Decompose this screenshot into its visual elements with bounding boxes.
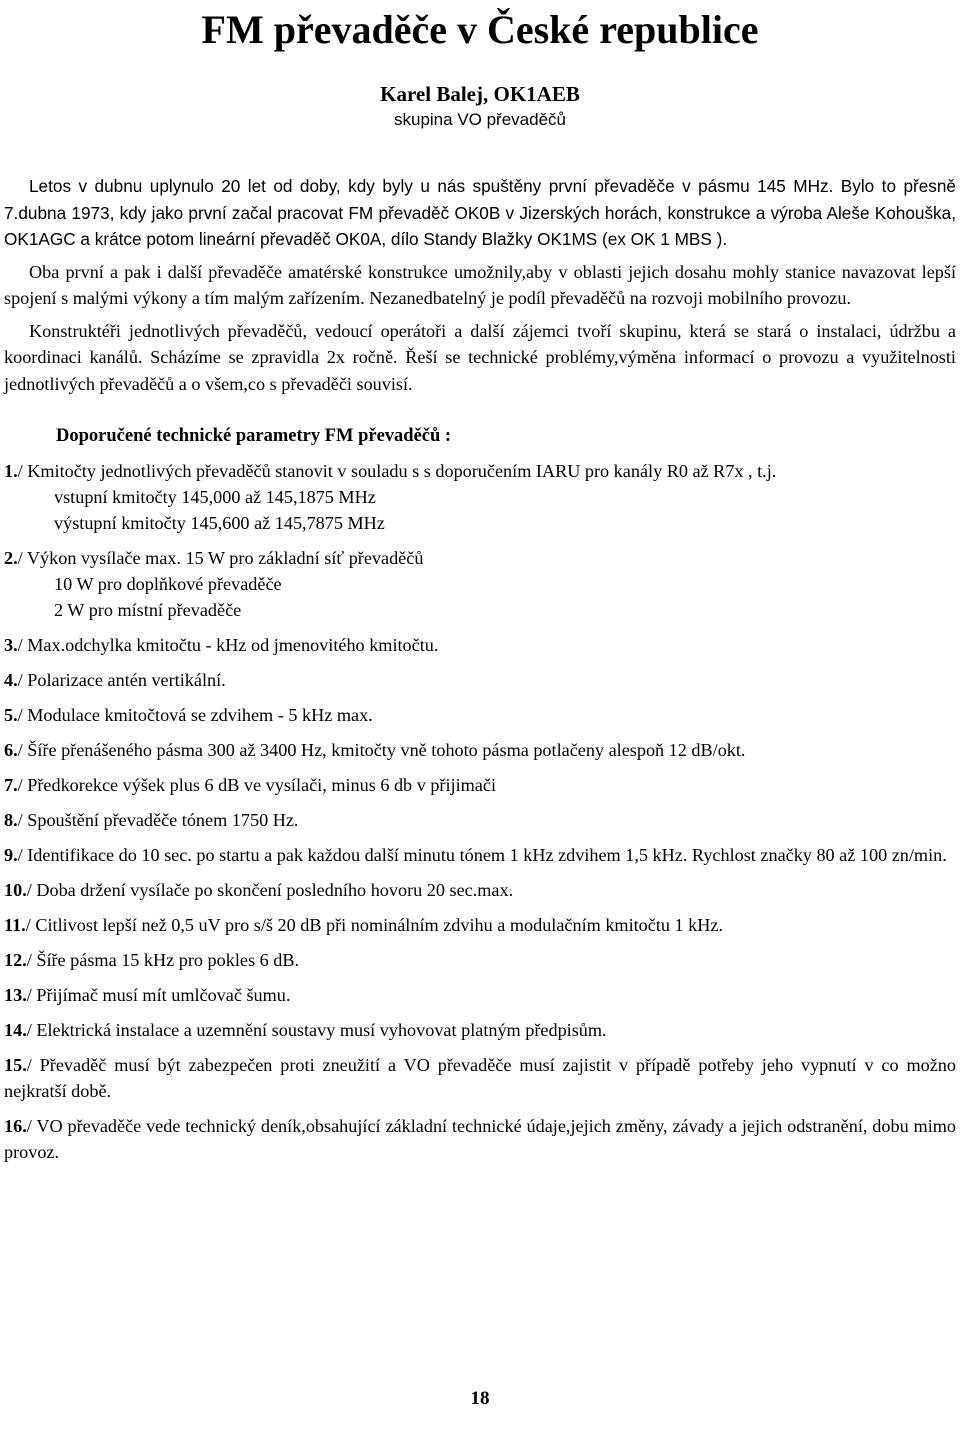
parameter-text: / Max.odchylka kmitočtu - kHz od jmenovitého kmitočtu.	[17, 635, 439, 655]
author-group: skupina VO převaděčů	[394, 110, 566, 129]
parameter-number: 6.	[4, 740, 18, 760]
parameter-item	[4, 667, 956, 693]
parameter-list	[4, 458, 956, 1165]
parameter-text: / Elektrická instalace a uzemnění soustavy musí vyhovovat platným předpisům.	[26, 1020, 607, 1040]
author-name: Karel Balej, OK1AEB	[380, 82, 580, 106]
parameter-number: 1.	[4, 461, 18, 481]
parameter-item	[4, 737, 956, 763]
parameter-item	[4, 807, 956, 833]
parameter-text: / Identifikace do 10 sec. po startu a pak každou další minutu tónem 1 kHz zdvihem 1,5 kHz. Rychlost značky 80 až 100 zn/min.	[17, 845, 947, 865]
page-number: 18	[470, 1388, 490, 1409]
parameter-number: 10.	[4, 880, 27, 900]
parameter-number: 7.	[4, 775, 18, 795]
parameter-text: / Doba držení vysílače po skončení posledního hovoru 20 sec.max.	[26, 880, 514, 900]
parameter-number: 15.	[4, 1055, 27, 1075]
parameter-item	[4, 545, 956, 623]
parameter-item	[4, 842, 956, 868]
parameter-item	[4, 982, 956, 1008]
parameter-item	[4, 1017, 956, 1043]
parameter-item	[4, 947, 956, 973]
parameter-number: 3.	[4, 635, 18, 655]
parameter-number: 12.	[4, 950, 27, 970]
parameter-text: / Polarizace antén vertikální.	[17, 670, 226, 690]
parameter-item	[4, 772, 956, 798]
parameter-item	[4, 702, 956, 728]
parameter-subline: vstupní kmitočty 145,000 až 145,1875 MHz	[54, 487, 376, 507]
page-title: FM převaděče v České republice	[201, 7, 759, 52]
parameter-text: / VO převaděče vede technický deník,obsahující základní technické údaje,jejich změny, závady a jejich odstranění, dobu mimo provoz.	[4, 1116, 956, 1162]
parameter-number: 8.	[4, 810, 18, 830]
parameter-text: / Spouštění převaděče tónem 1750 Hz.	[17, 810, 299, 830]
parameter-text: / Citlivost lepší než 0,5 uV pro s/š 20 dB při nominálním zdvihu a modulačním kmitočtu 1 kHz.	[25, 915, 724, 935]
parameter-number: 16.	[4, 1116, 27, 1136]
parameter-item	[4, 458, 956, 536]
parameter-item	[4, 1052, 956, 1104]
section-heading: Doporučené technické parametry FM převaděčů :	[56, 426, 452, 446]
parameter-text: / Výkon vysílače max. 15 W pro základní síť převaděčů	[17, 548, 424, 568]
parameter-subline: 2 W pro místní převaděče	[54, 600, 242, 620]
parameter-number: 14.	[4, 1020, 27, 1040]
parameter-item	[4, 1113, 956, 1165]
paragraph-3: Konstruktéři jednotlivých převaděčů, vedoucí operátoři a další zájemci tvoří skupinu, která se stará o instalaci, údržbu a koordinaci kanálů. Scházíme se zpravidla 2x ročně. Řeší se technické problémy,výměna informací o provozu a využitelnosti jednotlivých převaděčů a o všem,co s převaděči souvisí.	[4, 320, 956, 394]
parameter-number: 9.	[4, 845, 18, 865]
parameter-subline: 10 W pro doplňkové převaděče	[54, 574, 282, 594]
parameter-number: 11.	[4, 915, 26, 935]
parameter-text: / Předkorekce výšek plus 6 dB ve vysílači, minus 6 db v přijimači	[17, 775, 496, 795]
parameter-subline: výstupní kmitočty 145,600 až 145,7875 MHz	[54, 513, 385, 533]
parameter-text: / Šíře přenášeného pásma 300 až 3400 Hz, kmitočty vně tohoto pásma potlačeny alespoň 12 dB/okt.	[17, 740, 746, 760]
parameter-item	[4, 877, 956, 903]
parameter-text: / Modulace kmitočtová se zdvihem - 5 kHz max.	[17, 705, 373, 725]
intro-paragraph: Letos v dubnu uplynulo 20 let od doby, kdy byly u nás spuštěny první převaděče v pásmu 145 MHz. Bylo to přesně 7.dubna 1973, kdy jako první začal pracovat FM převaděč OK0B v Jizerských horách, konstrukce a výroba Aleše Kohouška, OK1AGC a krátce potom lineární převaděč OK0A, dílo Standy Blažky OK1MS (ex OK 1 MBS ).	[4, 176, 956, 249]
parameter-number: 2.	[4, 548, 18, 568]
parameter-item	[4, 912, 956, 938]
parameter-number: 5.	[4, 705, 18, 725]
parameter-number: 4.	[4, 670, 18, 690]
parameter-text: / Převaděč musí být zabezpečen proti zneužití a VO převaděče musí zajistit v případě potřeby jeho vypnutí v co možno nejkratší době.	[4, 1055, 956, 1101]
parameter-item	[4, 632, 956, 658]
paragraph-2: Oba první a pak i další převaděče amatérské konstrukce umožnily,aby v oblasti jejich dosahu mohly stanice navazovat lepší spojení s malými výkony a tím malým zařízením. Nezanedbatelný je podíl převaděčů na rozvoji mobilního provozu.	[4, 261, 956, 308]
document-page	[0, 4, 960, 1437]
parameter-number: 13.	[4, 985, 27, 1005]
parameter-text: / Kmitočty jednotlivých převaděčů stanovit v souladu s s doporučením IARU pro kanály R0 až R7x , t.j.	[17, 461, 777, 481]
parameter-text: / Přijímač musí mít umlčovač šumu.	[26, 985, 291, 1005]
parameter-text: / Šíře pásma 15 kHz pro pokles 6 dB.	[26, 950, 300, 970]
